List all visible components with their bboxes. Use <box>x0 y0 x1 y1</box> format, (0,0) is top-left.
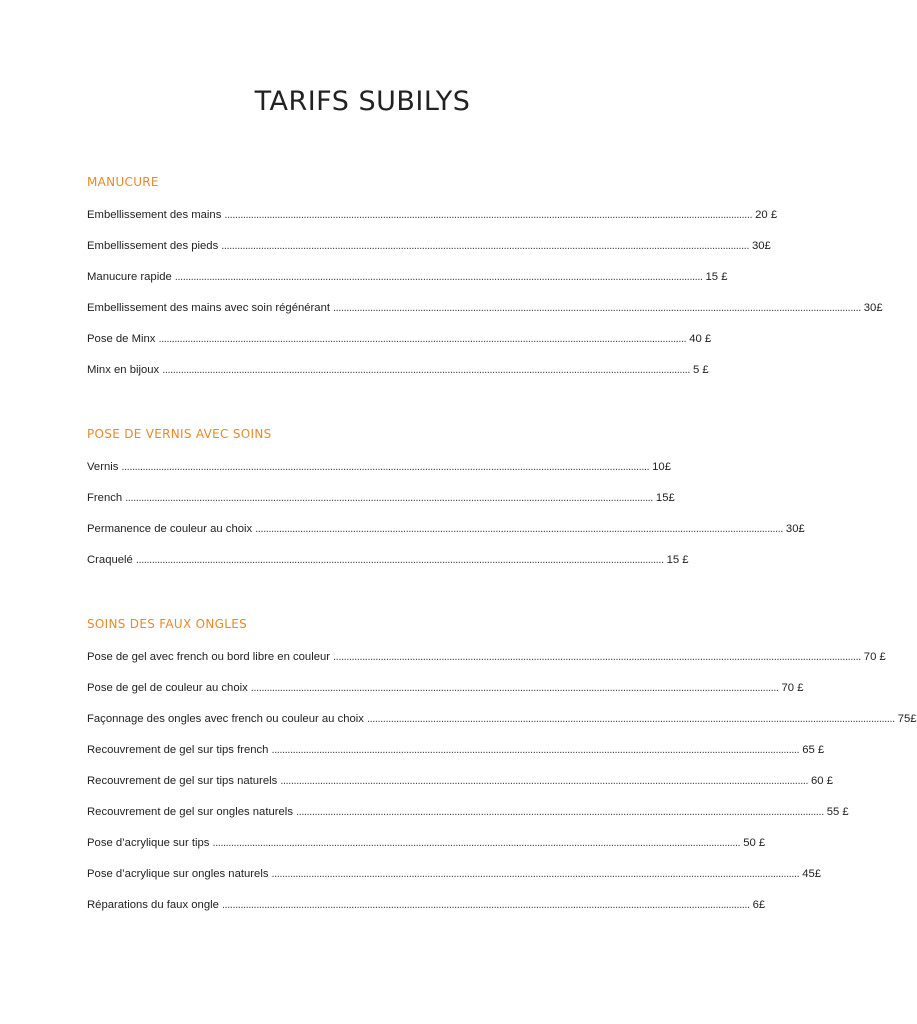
item-price: 50 £ <box>743 837 766 849</box>
price-row <box>87 773 833 789</box>
price-row <box>87 680 804 696</box>
section-heading-pose-de-vernis: POSE DE VERNIS AVEC SOINS <box>87 427 272 441</box>
dot-leader: ........................................................................................................................................................................................................ <box>125 492 653 504</box>
dot-leader: ........................................................................................................................................................................................................ <box>366 713 895 725</box>
item-price: 60 £ <box>811 775 833 787</box>
dot-leader: ........................................................................................................................................................................................................ <box>174 271 703 283</box>
item-label: Embellissement des mains <box>87 209 222 221</box>
item-price: 30£ <box>751 240 771 252</box>
dot-leader: ........................................................................................................................................................................................................ <box>271 744 800 756</box>
item-price: 15 £ <box>705 271 728 283</box>
item-price: 15£ <box>655 492 675 504</box>
price-row <box>87 711 917 727</box>
dot-leader: ........................................................................................................................................................................................................ <box>250 682 779 694</box>
item-label: Réparations du faux ongle <box>87 899 219 911</box>
item-price: 20 £ <box>755 209 778 221</box>
price-row <box>87 552 689 568</box>
price-row <box>87 897 766 913</box>
price-row <box>87 331 712 347</box>
item-label: Minx en bijoux <box>87 364 160 376</box>
section-heading-soins-faux-ongles: SOINS DES FAUX ONGLES <box>87 617 247 631</box>
price-row <box>87 459 671 475</box>
section-heading-manucure: MANUCURE <box>87 175 159 189</box>
item-label: Craquelé <box>87 554 133 566</box>
item-label: Vernis <box>87 461 119 473</box>
price-row <box>87 490 675 506</box>
item-price: 30£ <box>785 523 805 535</box>
item-price: 30£ <box>863 302 883 314</box>
item-label: Façonnage des ongles avec french ou couleur au choix <box>87 713 364 725</box>
item-label: Pose de Minx <box>87 333 156 345</box>
item-price: 15 £ <box>666 554 689 566</box>
dot-leader: ........................................................................................................................................................................................................ <box>333 302 861 314</box>
item-label: Pose de gel avec french ou bord libre en couleur <box>87 651 331 663</box>
price-row <box>87 649 886 665</box>
item-label: Recouvrement de gel sur tips naturels <box>87 775 278 787</box>
price-row <box>87 362 709 378</box>
item-label: Embellissement des mains avec soin régénérant <box>87 302 331 314</box>
item-price: 70 £ <box>863 651 886 663</box>
item-price: 75£ <box>897 713 917 725</box>
dot-leader: ........................................................................................................................................................................................................ <box>121 461 650 473</box>
dot-leader: ........................................................................................................................................................................................................ <box>295 806 824 818</box>
dot-leader: ........................................................................................................................................................................................................ <box>255 523 783 535</box>
item-label: Permanence de couleur au choix <box>87 523 253 535</box>
dot-leader: ........................................................................................................................................................................................................ <box>221 240 749 252</box>
price-row <box>87 269 728 285</box>
dot-leader: ........................................................................................................................................................................................................ <box>221 899 750 911</box>
item-price: 65 £ <box>802 744 825 756</box>
item-label: Recouvrement de gel sur tips french <box>87 744 269 756</box>
item-price: 55 £ <box>826 806 849 818</box>
item-label: French <box>87 492 123 504</box>
dot-leader: ........................................................................................................................................................................................................ <box>212 837 741 849</box>
price-row <box>87 742 825 758</box>
dot-leader: ........................................................................................................................................................................................................ <box>158 333 687 345</box>
item-price: 70 £ <box>781 682 804 694</box>
dot-leader: ........................................................................................................................................................................................................ <box>224 209 753 221</box>
price-row <box>87 238 771 254</box>
item-price: 40 £ <box>689 333 712 345</box>
item-label: Manucure rapide <box>87 271 172 283</box>
price-row <box>87 207 778 223</box>
item-label: Embellissement des pieds <box>87 240 219 252</box>
price-row <box>87 300 883 316</box>
dot-leader: ........................................................................................................................................................................................................ <box>162 364 690 376</box>
item-label: Recouvrement de gel sur ongles naturels <box>87 806 293 818</box>
dot-leader: ........................................................................................................................................................................................................ <box>271 868 800 880</box>
price-row <box>87 521 805 537</box>
dot-leader: ........................................................................................................................................................................................................ <box>135 554 664 566</box>
item-price: 45£ <box>802 868 822 880</box>
item-price: 6£ <box>752 899 766 911</box>
price-row <box>87 804 849 820</box>
dot-leader: ........................................................................................................................................................................................................ <box>280 775 808 787</box>
item-label: Pose d’acrylique sur ongles naturels <box>87 868 269 880</box>
item-price: 5 £ <box>692 364 709 376</box>
price-row <box>87 866 822 882</box>
item-price: 10£ <box>652 461 671 473</box>
price-row <box>87 835 766 851</box>
page-title: TARIFS SUBILYS <box>254 86 471 117</box>
dot-leader: ........................................................................................................................................................................................................ <box>333 651 861 663</box>
item-label: Pose d’acrylique sur tips <box>87 837 210 849</box>
item-label: Pose de gel de couleur au choix <box>87 682 248 694</box>
